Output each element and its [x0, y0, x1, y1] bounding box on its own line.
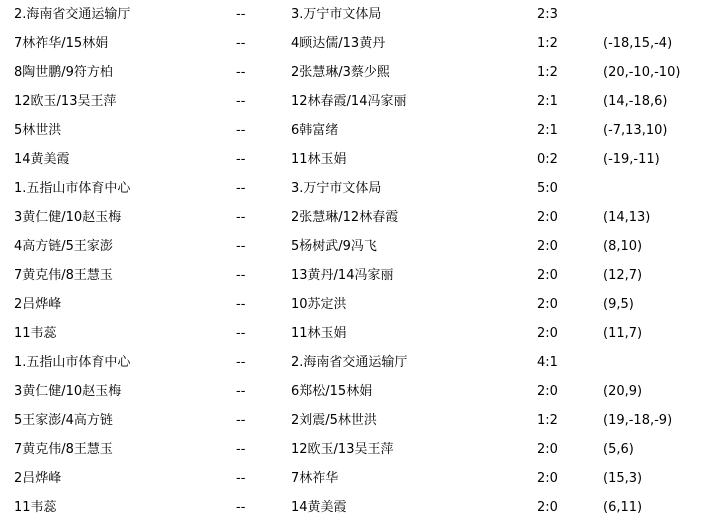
separator-dash: -- [236, 210, 246, 225]
separator-dash: -- [236, 413, 246, 428]
game-scores: (20,-10,-10) [603, 65, 681, 80]
team-or-player-left: 3黄仁健/10赵玉梅 [14, 210, 122, 225]
game-scores: (14,-18,6) [603, 94, 668, 109]
separator-dash: -- [236, 500, 246, 515]
team-or-player-right: 13黄丹/14冯家丽 [291, 268, 394, 283]
match-score: 1:2 [537, 65, 558, 80]
team-or-player-left: 2.海南省交通运输厅 [14, 7, 131, 22]
game-scores: (19,-18,-9) [603, 413, 673, 428]
match-score: 5:0 [537, 181, 558, 196]
team-or-player-right: 6韩富绪 [291, 123, 339, 138]
table-row [0, 290, 727, 319]
match-score: 1:2 [537, 413, 558, 428]
game-scores [603, 348, 727, 377]
team-or-player-right: 6郑松/15林娟 [291, 384, 373, 399]
team-or-player-left: 2吕烨峰 [14, 297, 62, 312]
separator-dash: -- [236, 123, 246, 138]
match-score: 2:0 [537, 210, 558, 225]
team-or-player-left: 3黄仁健/10赵玉梅 [14, 384, 122, 399]
team-or-player-left: 14黄美霞 [14, 152, 70, 167]
team-or-player-right: 2.海南省交通运输厅 [291, 355, 408, 370]
game-scores: (-19,-11) [603, 152, 660, 167]
game-scores: (15,3) [603, 471, 643, 486]
game-scores: (-7,13,10) [603, 123, 668, 138]
table-row [0, 232, 727, 261]
team-or-player-left: 1.五指山市体育中心 [14, 181, 131, 196]
game-scores: (12,7) [603, 268, 643, 283]
team-or-player-left: 4高方链/5王家澎 [14, 239, 113, 254]
team-or-player-left: 12欧玉/13吴王萍 [14, 94, 117, 109]
separator-dash: -- [236, 268, 246, 283]
team-or-player-left: 2吕烨峰 [14, 471, 62, 486]
team-or-player-right: 11林玉娟 [291, 326, 347, 341]
table-row [0, 87, 727, 116]
game-scores [603, 0, 727, 29]
team-or-player-right: 7林祚华 [291, 471, 339, 486]
match-score: 2:0 [537, 297, 558, 312]
team-or-player-right: 2张慧琳/12林春霞 [291, 210, 399, 225]
team-or-player-left: 7黄克伟/8王慧玉 [14, 442, 113, 457]
table-row [0, 435, 727, 464]
table-row [0, 377, 727, 406]
match-score: 2:0 [537, 384, 558, 399]
table-row [0, 174, 727, 203]
separator-dash: -- [236, 239, 246, 254]
match-score: 1:2 [537, 36, 558, 51]
team-or-player-right: 11林玉娟 [291, 152, 347, 167]
table-row [0, 145, 727, 174]
match-score: 2:0 [537, 442, 558, 457]
table-row [0, 203, 727, 232]
game-scores: (8,10) [603, 239, 643, 254]
team-or-player-right: 2张慧琳/3蔡少熙 [291, 65, 390, 80]
separator-dash: -- [236, 94, 246, 109]
match-score: 0:2 [537, 152, 558, 167]
separator-dash: -- [236, 384, 246, 399]
game-scores: (9,5) [603, 297, 634, 312]
separator-dash: -- [236, 442, 246, 457]
team-or-player-right: 3.万宁市文体局 [291, 7, 382, 22]
match-score: 2:0 [537, 326, 558, 341]
table-row [0, 493, 727, 522]
team-or-player-right: 2刘震/5林世洪 [291, 413, 377, 428]
separator-dash: -- [236, 7, 246, 22]
separator-dash: -- [236, 471, 246, 486]
game-scores: (6,11) [603, 500, 643, 515]
separator-dash: -- [236, 355, 246, 370]
match-score: 2:0 [537, 471, 558, 486]
team-or-player-right: 3.万宁市文体局 [291, 181, 382, 196]
team-or-player-left: 7黄克伟/8王慧玉 [14, 268, 113, 283]
separator-dash: -- [236, 326, 246, 341]
table-row [0, 464, 727, 493]
separator-dash: -- [236, 65, 246, 80]
team-or-player-left: 8陶世鹏/9符方柏 [14, 65, 113, 80]
team-or-player-right: 12欧玉/13吴王萍 [291, 442, 394, 457]
match-score: 2:1 [537, 94, 558, 109]
game-scores: (11,7) [603, 326, 643, 341]
table-row [0, 29, 727, 58]
table-row [0, 406, 727, 435]
team-or-player-left: 11韦蕊 [14, 326, 57, 341]
table-row [0, 348, 727, 377]
table-row [0, 261, 727, 290]
table-row [0, 116, 727, 145]
separator-dash: -- [236, 152, 246, 167]
table-row [0, 319, 727, 348]
team-or-player-left: 5王家澎/4高方链 [14, 413, 113, 428]
team-or-player-right: 5杨树武/9冯飞 [291, 239, 377, 254]
team-or-player-left: 5林世洪 [14, 123, 62, 138]
team-or-player-right: 4顾达儒/13黄丹 [291, 36, 386, 51]
separator-dash: -- [236, 181, 246, 196]
team-or-player-right: 10苏定洪 [291, 297, 347, 312]
team-or-player-left: 7林祚华/15林娟 [14, 36, 109, 51]
match-score: 2:0 [537, 500, 558, 515]
game-scores [603, 174, 727, 203]
game-scores: (5,6) [603, 442, 634, 457]
game-scores: (14,13) [603, 210, 651, 225]
game-scores: (20,9) [603, 384, 643, 399]
match-score: 2:0 [537, 268, 558, 283]
match-score: 2:1 [537, 123, 558, 138]
table-row [0, 0, 727, 29]
match-score: 2:3 [537, 7, 558, 22]
separator-dash: -- [236, 297, 246, 312]
separator-dash: -- [236, 36, 246, 51]
game-scores: (-18,15,-4) [603, 36, 673, 51]
team-or-player-left: 11韦蕊 [14, 500, 57, 515]
table-row [0, 58, 727, 87]
match-score: 4:1 [537, 355, 558, 370]
team-or-player-left: 1.五指山市体育中心 [14, 355, 131, 370]
match-score: 2:0 [537, 239, 558, 254]
team-or-player-right: 14黄美霞 [291, 500, 347, 515]
team-or-player-right: 12林春霞/14冯家丽 [291, 94, 407, 109]
